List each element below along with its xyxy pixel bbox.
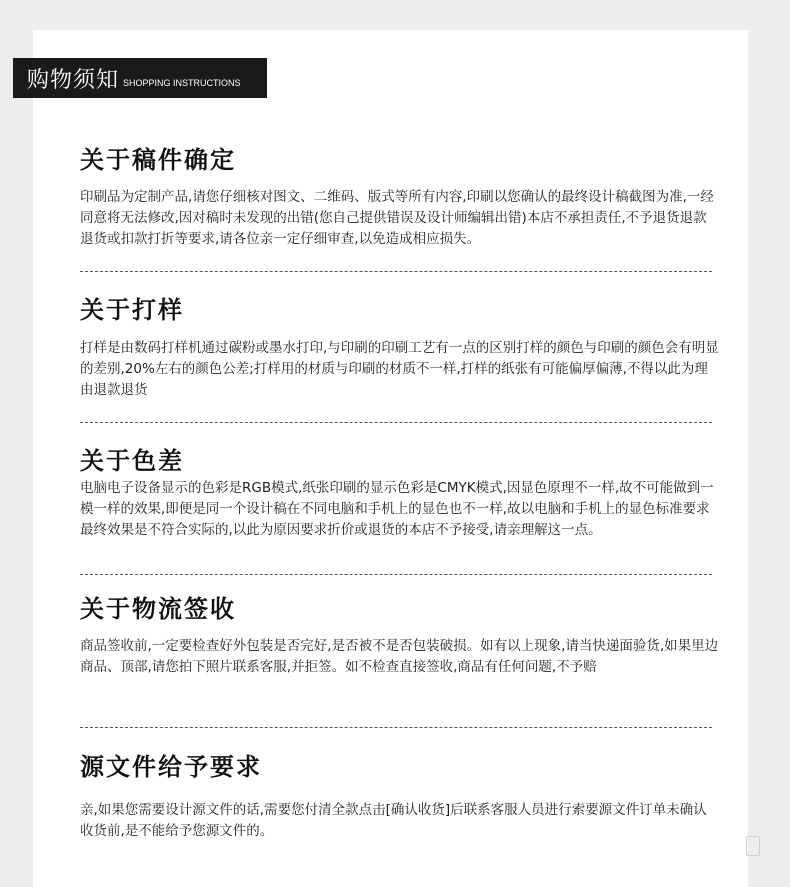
dashed-divider xyxy=(80,271,712,272)
section-heading: 源文件给予要求 xyxy=(80,753,262,781)
dashed-divider xyxy=(80,727,712,728)
watermark-mark xyxy=(746,836,760,856)
dashed-divider xyxy=(80,422,712,423)
section-delivery-signoff xyxy=(80,597,720,678)
section-body: 亲,如果您需要设计源文件的话,需要您付清全款点击[确认收货]后联系客服人员进行索要源文件订单未确认收货前,是不能给予您源文件的。 xyxy=(80,802,707,839)
shopping-instructions-banner xyxy=(13,58,267,98)
section-proofing xyxy=(80,298,720,401)
section-heading: 关于色差 xyxy=(80,447,184,475)
banner-subtitle: SHOPPING INSTRUCTIONS xyxy=(123,77,241,88)
section-color-difference xyxy=(80,449,720,541)
section-body: 电脑电子设备显示的色彩是RGB模式,纸张印刷的显示色彩是CMYK模式,因显色原理不一样,故不可能做到一模一样的效果,即便是同一个设计稿在不同电脑和手机上的显色也不一样,故以电脑和手机上的显色标准要求最终效果是不符合实际的,以此为原因要求折价或退货的本店不予接受,请亲理解这一点。 xyxy=(80,480,714,538)
section-body: 印刷品为定制产品,请您仔细核对图文、二维码、版式等所有内容,印刷以您确认的最终设计稿截图为准,一经同意将无法修改,因对稿时未发现的出错(您自己提供错误及设计师编辑出错)本店不承担责任,不予退货退款退货或扣款打折等要求,请各位亲一定仔细审查,以免造成相应损失。 xyxy=(80,189,714,247)
section-heading: 关于打样 xyxy=(80,296,184,324)
section-source-files xyxy=(80,755,720,842)
banner-title: 购物须知 xyxy=(27,67,120,93)
section-body: 商品签收前,一定要检查好外包装是否完好,是否被不是否包装破损。如有以上现象,请当快递面验货,如果里边商品、顶部,请您拍下照片联系客服,并拒签。如不检查直接签收,商品有任何问题,不予赔 xyxy=(80,638,719,675)
section-heading: 关于稿件确定 xyxy=(80,146,236,174)
section-body: 打样是由数码打样机通过碳粉或墨水打印,与印刷的印刷工艺有一点的区别打样的颜色与印刷的颜色会有明显的差别,20%左右的颜色公差;打样用的材质与印刷的材质不一样,打样的纸张有可能偏厚偏薄,不得以此为理由退款退货 xyxy=(80,340,719,398)
section-heading: 关于物流签收 xyxy=(80,595,236,623)
section-artwork-confirmation xyxy=(80,148,720,250)
dashed-divider xyxy=(80,574,712,575)
